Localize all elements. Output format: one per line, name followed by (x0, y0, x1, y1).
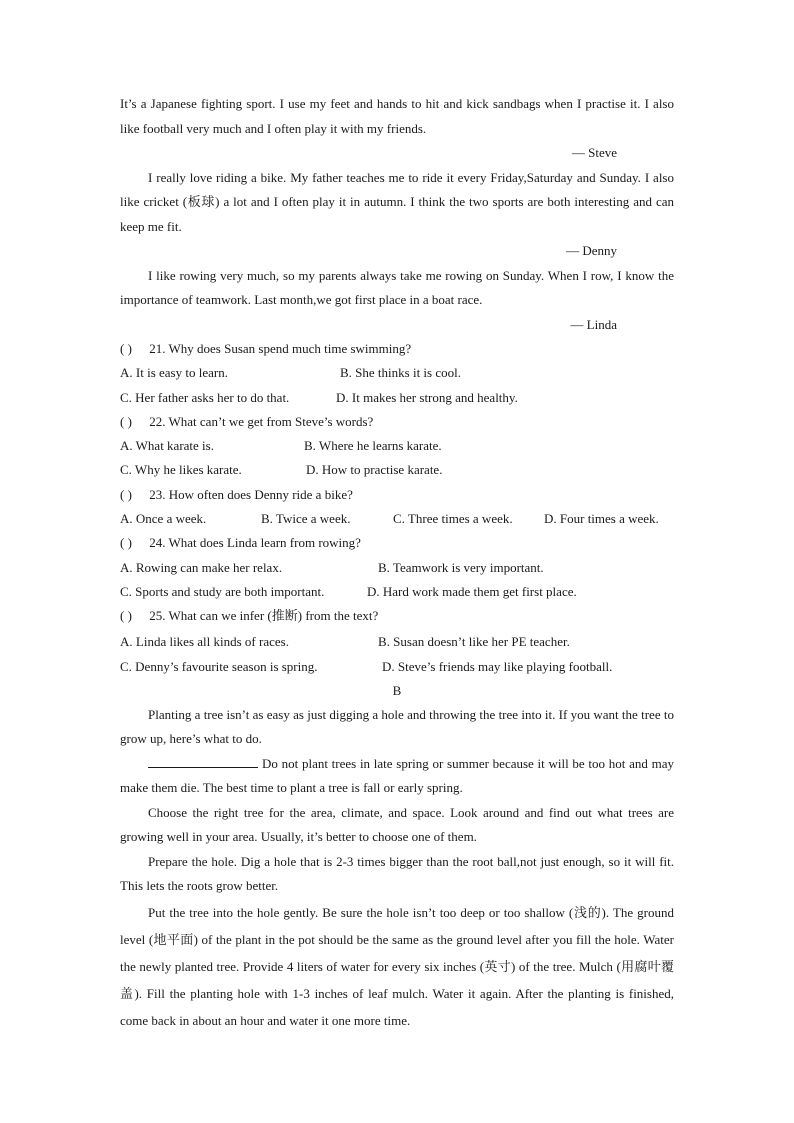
option-d[interactable]: D. Four times a week. (544, 511, 659, 527)
options-row (120, 507, 674, 531)
answer-blank[interactable]: ( ) (120, 341, 132, 356)
linda-paragraph: I like rowing very much, so my parents always take me rowing on Sunday. When I row, I know the importance of teamwork. Last month,we got first place in a boat race. (120, 267, 674, 307)
option-c[interactable]: C. Her father asks her to do that. (120, 389, 290, 405)
question-stem: 22. What can’t we get from Steve’s words? (149, 413, 374, 429)
answer-blank[interactable]: ( ) (120, 413, 132, 429)
passage-b-intro: Planting a tree isn’t as easy as just digging a hole and throwing the tree into it. If you want the tree to grow up, here’s what to do. (120, 706, 674, 747)
denny-signature: — Denny (566, 243, 617, 258)
fill-in-blank[interactable] (148, 754, 258, 768)
option-d[interactable]: D. How to practise karate. (306, 462, 443, 478)
option-c[interactable]: C. Why he likes karate. (120, 462, 242, 478)
option-a[interactable]: A. Linda likes all kinds of races. (120, 633, 289, 649)
linda-signature: — Linda (570, 316, 617, 332)
option-a[interactable]: A. Once a week. (120, 511, 207, 527)
options-row (120, 386, 674, 410)
passage-b-paragraph-5: Put the tree into the hole gently. Be sure the hole isn’t too deep or too shallow (浅的). The ground level (地平面) of the plant in the pot should be the same as the ground level after you fill the hole. Water the newly planted tree. Provide 4 liters of water for every six inches (英寸) of the tree. Mulch (用腐叶覆盖). Fill the planting hole with 1-3 inches of leaf mulch. Water it again. After the planting is finished, come back in about an hour and water it one more time. (120, 904, 674, 1028)
option-d[interactable]: D. Hard work made them get first place. (367, 583, 577, 599)
page-content (120, 92, 674, 1034)
option-a[interactable]: A. It is easy to learn. (120, 365, 228, 381)
option-a[interactable]: A. Rowing can make her relax. (120, 559, 283, 575)
option-c[interactable]: C. Sports and study are both important. (120, 583, 325, 599)
options-row (120, 434, 674, 458)
option-b[interactable]: B. Twice a week. (261, 511, 351, 527)
question-stem: 25. What can we infer (推断) from the text? (149, 608, 379, 624)
option-b[interactable]: B. Where he learns karate. (304, 438, 442, 454)
section-heading: B (392, 682, 402, 698)
passage-b-paragraph-3: Choose the right tree for the area, climate, and space. Look around and find out what trees are growing well in your area. Usually, it’s better to choose one of them. (120, 804, 674, 845)
option-b[interactable]: B. Teamwork is very important. (378, 559, 544, 575)
passage-b-paragraph-4: Prepare the hole. Dig a hole that is 2-3 times bigger than the root ball,not just enough, so it will fit. This lets the roots grow better. (120, 853, 674, 894)
answer-blank[interactable]: ( ) (120, 608, 132, 624)
paragraph-text: Do not plant trees in late spring or summer because it will be too hot and may make them die. The best time to plant a tree is fall or early spring. (120, 755, 674, 796)
question-24 (120, 531, 674, 555)
options-row (120, 458, 674, 482)
answer-blank[interactable]: ( ) (120, 486, 132, 502)
answer-blank[interactable]: ( ) (120, 535, 132, 551)
option-b[interactable]: B. Susan doesn’t like her PE teacher. (378, 633, 570, 649)
option-b[interactable]: B. She thinks it is cool. (340, 365, 461, 381)
option-c[interactable]: C. Three times a week. (393, 511, 513, 527)
passage-b-paragraph-2 (120, 752, 674, 801)
options-row (120, 361, 674, 385)
options-row (120, 580, 674, 604)
options-row (120, 556, 674, 580)
question-stem: 21. Why does Susan spend much time swimming? (149, 341, 412, 356)
question-21 (120, 337, 674, 361)
steve-signature: — Steve (571, 145, 617, 160)
question-stem: 23. How often does Denny ride a bike? (149, 486, 353, 502)
option-a[interactable]: A. What karate is. (120, 438, 214, 454)
options-row (120, 629, 674, 654)
question-23 (120, 483, 674, 507)
options-row (120, 654, 674, 679)
denny-paragraph: I really love riding a bike. My father teaches me to ride it every Friday,Saturday and Sunday. I also like cricket (板球) a lot and I often play it in autumn. I think the two sports are both interesting and can keep me fit. (120, 169, 674, 234)
question-22 (120, 410, 674, 434)
question-stem: 24. What does Linda learn from rowing? (149, 535, 361, 551)
question-25 (120, 604, 674, 628)
option-d[interactable]: D. Steve’s friends may like playing football. (382, 658, 613, 674)
option-d[interactable]: D. It makes her strong and healthy. (336, 389, 518, 405)
steve-paragraph: It’s a Japanese fighting sport. I use my feet and hands to hit and kick sandbags when I practise it. I also like football very much and I often play it with my friends. (120, 96, 674, 136)
option-c[interactable]: C. Denny’s favourite season is spring. (120, 658, 318, 674)
